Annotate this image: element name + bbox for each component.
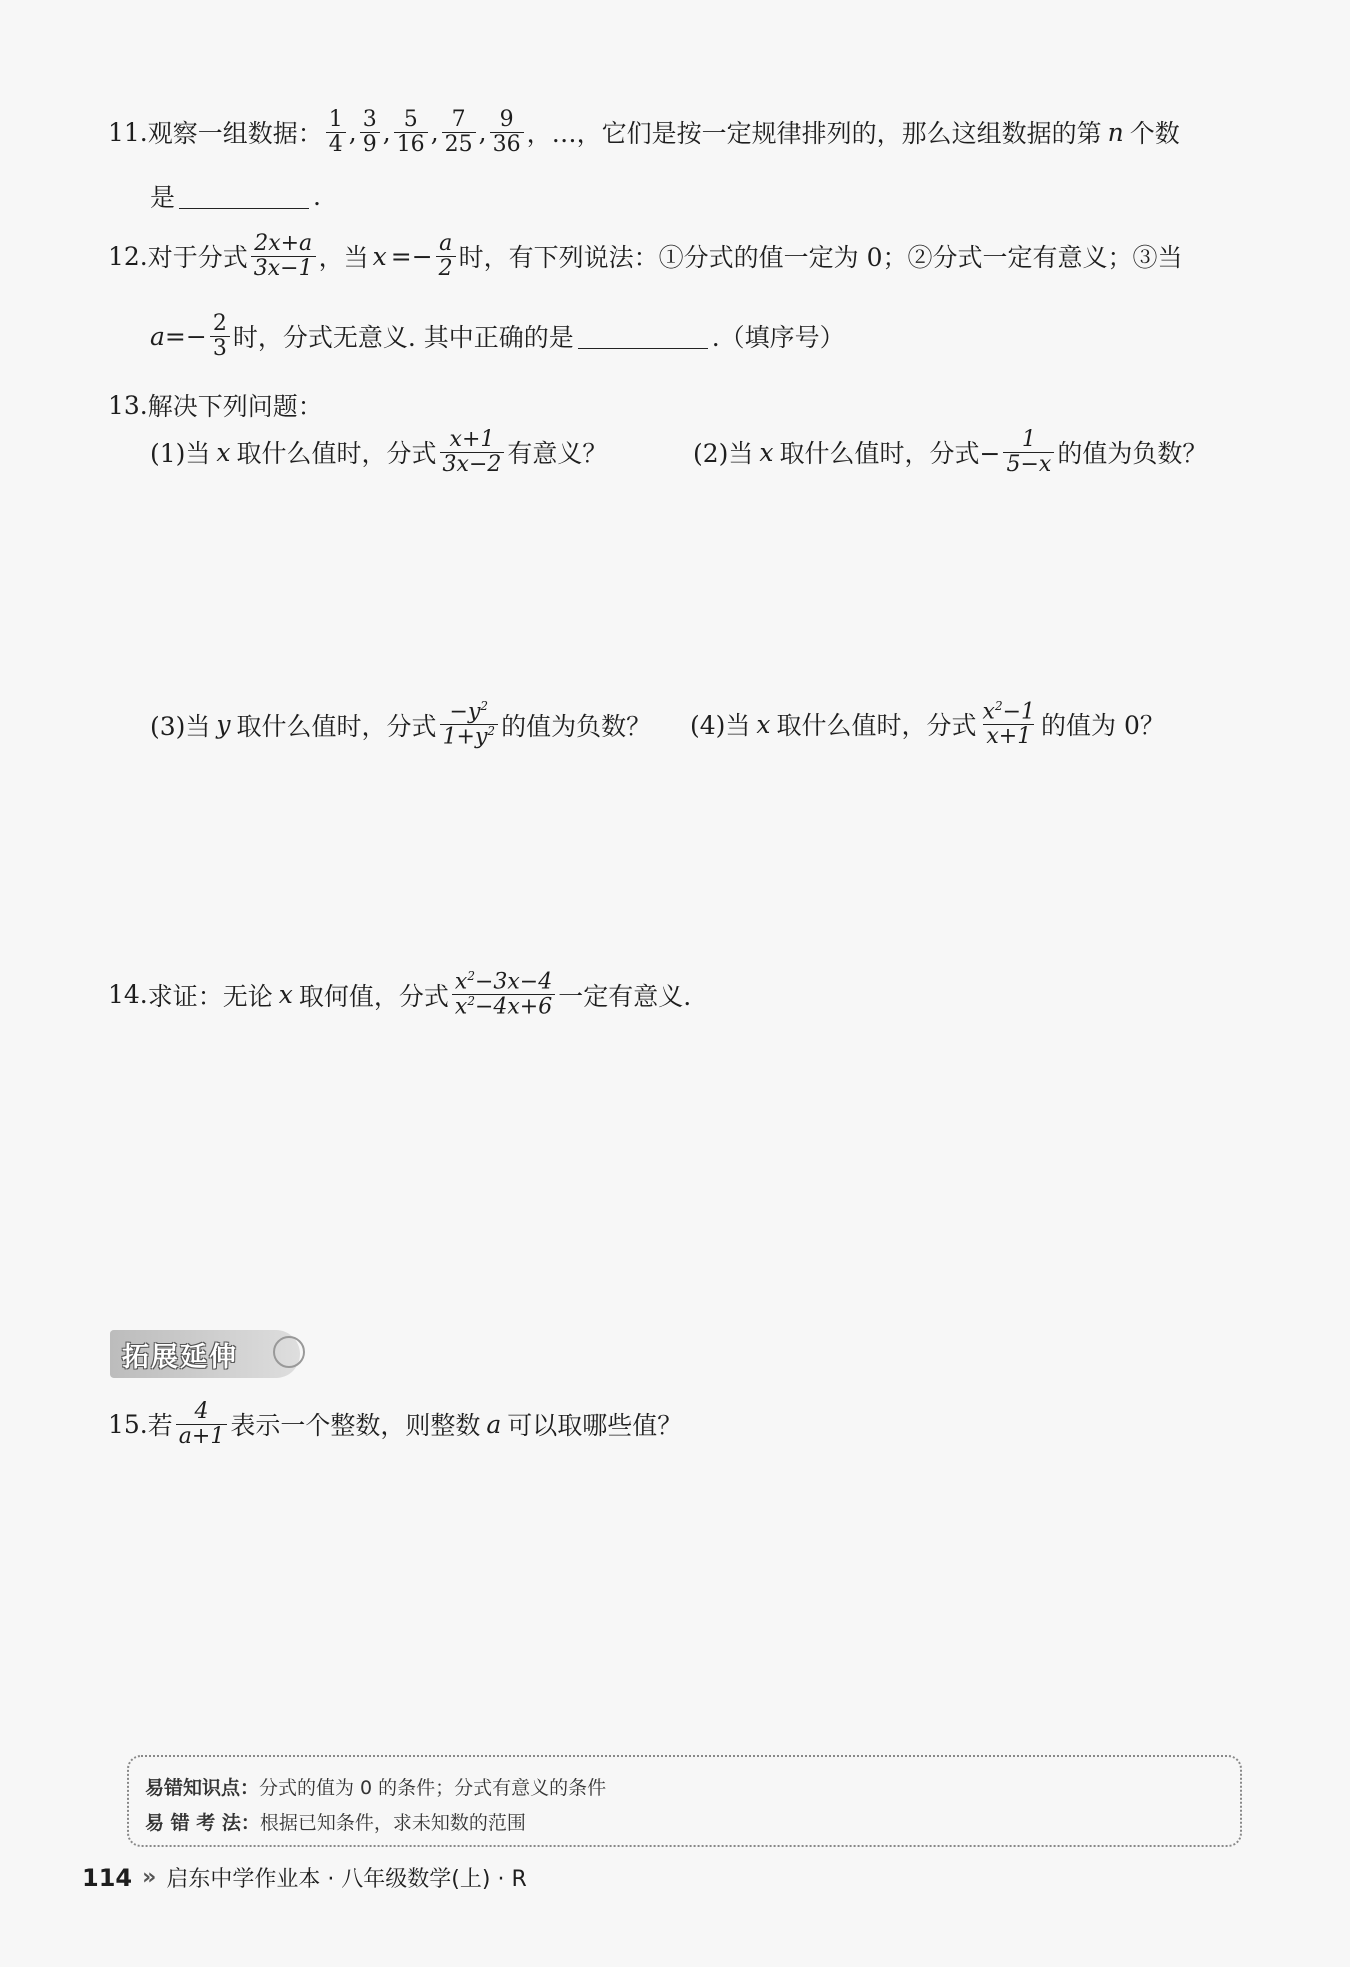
q15-var: a [486, 1409, 502, 1439]
q12-text1: 对于分式 [147, 243, 248, 273]
q11-line2-text: 是 [150, 183, 176, 212]
q11-fraction-1: $\frac{1}{4}$ [326, 108, 346, 157]
q11-text-after: ，…，它们是按一定规律排列的，那么这组数据的第 [526, 119, 1102, 149]
q11-text-end: 个数 [1129, 119, 1180, 149]
q12-text4: 时，有下列说法：①分式的值一定为 0；②分式一定有意义；③当 [458, 243, 1183, 273]
q12-var-a: a [150, 321, 165, 351]
q11-fraction-5: $\frac{9}{36}$ [490, 108, 524, 157]
q13-title-line [108, 387, 323, 423]
q14-line [108, 970, 691, 1019]
error-knowledge-text: 分式的值为 0 的条件；分式有意义的条件 [259, 1777, 607, 1799]
q12-text3: =− [390, 241, 433, 271]
q13-p2-end: 的值为负数？ [1057, 439, 1208, 469]
q15-number: 15. [108, 1409, 148, 1439]
q15-end: 可以取哪些值？ [507, 1411, 683, 1441]
q13-number: 13. [108, 390, 148, 420]
q14-number: 14. [108, 980, 148, 1010]
q14-end: 一定有意义. [558, 981, 692, 1011]
section-badge [110, 1330, 300, 1378]
page-number: 114 [82, 1863, 133, 1892]
q12-line2-end: .（填序号） [711, 323, 845, 353]
q13-p2-var: x [759, 437, 774, 467]
error-method-text: 根据已知条件，求未知数的范围 [259, 1812, 526, 1834]
q11-line2-end: . [313, 181, 321, 211]
q13-p4-text: 取什么值时，分式 [776, 711, 977, 741]
q12-line1 [108, 232, 1183, 281]
q12-text2: ，当 [318, 243, 369, 273]
q11-text: 观察一组数据： [147, 119, 323, 149]
q13-p4-label: (4)当 [690, 711, 751, 741]
error-knowledge-label: 易错知识点： [145, 1777, 260, 1799]
q12-number: 12. [108, 241, 148, 271]
q13-p1-var: x [216, 437, 231, 467]
q13-p2-label: (2)当 [693, 439, 754, 469]
q11-answer-blank[interactable] [179, 184, 309, 209]
q12-line2-fraction: $\frac{2}{3}$ [210, 312, 230, 361]
q12-eq: =− [164, 321, 207, 351]
q13-p3-text: 取什么值时，分式 [236, 711, 437, 741]
q13-p3-var: y [216, 710, 231, 740]
q12-a-fraction: $\frac{a}{2}$ [436, 232, 456, 281]
q15-text2: 表示一个整数，则整数 [230, 1411, 481, 1441]
q13-part3 [150, 700, 651, 749]
q13-p4-fraction: $\frac{x^2-1}{x+1}$ [982, 699, 1036, 750]
book-title: 启东中学作业本 · 八年级数学(上) · R [166, 1867, 527, 1892]
q13-p1-fraction: $\frac{x+1}{3x-2}$ [440, 428, 505, 477]
lightbulb-icon [273, 1336, 305, 1368]
q12-fraction: $\frac{2x+a}{3x-1}$ [251, 232, 316, 281]
q12-answer-blank[interactable] [578, 324, 708, 349]
q13-p1-label: (1)当 [150, 439, 211, 469]
q13-p2-text: 取什么值时，分式− [779, 439, 1001, 469]
error-method-label: 易 错 考 法： [145, 1812, 260, 1834]
q13-part2 [693, 428, 1207, 477]
error-knowledge-row [145, 1773, 1224, 1800]
section-title: 拓展延伸 [122, 1341, 238, 1373]
q12-line2 [150, 312, 845, 361]
q14-fraction: $\frac{x^2-3x-4}{x^2-4x+6}$ [452, 970, 555, 1019]
q12-line2-text: 时，分式无意义. 其中正确的是 [232, 323, 574, 353]
q13-part1 [150, 428, 607, 477]
error-tips-box [127, 1755, 1242, 1847]
q14-text1: 求证：无论 [147, 981, 273, 1011]
q15-text1: 若 [147, 1411, 173, 1441]
q11-line1: 11. 观察一组数据： $\frac{1}{4}$ , $\frac{3}{9}$ , $\frac{5}{16}$ , $\frac{7}{25}$ , $\frac{9}{36}$ ，…，它们是按一定规律排列的，那么这组数据的第 n 个数 [108, 107, 1180, 157]
q11-fraction-4: $\frac{7}{25}$ [442, 108, 476, 157]
q13-p2-fraction: $\frac{1}{5-x}$ [1003, 428, 1054, 477]
q15-line [108, 1400, 682, 1449]
q13-p1-text: 取什么值时，分式 [236, 439, 437, 469]
q11-number: 11. [108, 117, 148, 147]
q13-title: 解决下列问题： [147, 392, 323, 421]
q11-var-n: n [1107, 117, 1124, 147]
q13-p3-end: 的值为负数？ [501, 711, 652, 741]
error-method-row [145, 1808, 1224, 1835]
q13-p1-end: 有意义？ [507, 439, 608, 469]
q11-fraction-2: $\frac{3}{9}$ [360, 108, 380, 157]
q15-fraction: $\frac{4}{a+1}$ [176, 1400, 228, 1449]
q13-part4 [690, 700, 1165, 749]
q14-text2: 取何值，分式 [298, 981, 449, 1011]
q13-p4-var: x [756, 709, 771, 739]
q13-p4-end: 的值为 0？ [1041, 711, 1165, 741]
q12-var-x: x [372, 241, 387, 271]
q11-fraction-3: $\frac{5}{16}$ [394, 108, 428, 157]
q11-line2 [150, 178, 321, 214]
q14-var: x [278, 980, 293, 1010]
q13-p3-label: (3)当 [150, 711, 211, 741]
chevron-icon: » [142, 1865, 157, 1890]
q13-p3-fraction: $\frac{-y^2}{1+y^2}$ [440, 700, 499, 749]
page-footer [82, 1862, 527, 1893]
